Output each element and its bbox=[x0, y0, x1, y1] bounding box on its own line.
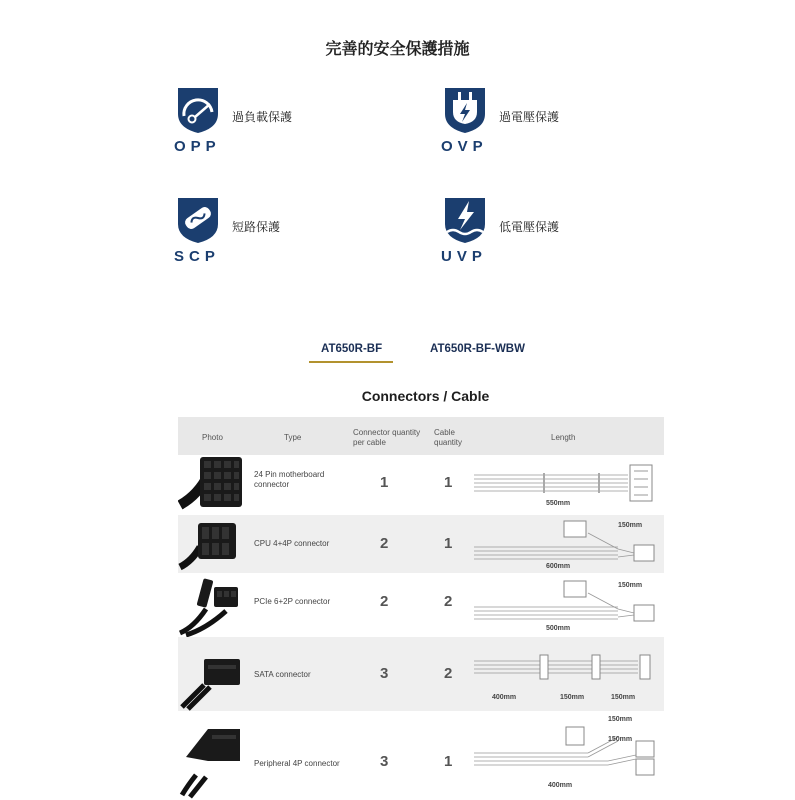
length-label: 500mm bbox=[546, 625, 571, 632]
active-tab-indicator bbox=[309, 361, 393, 363]
header-cable-qty-line2: quantity bbox=[434, 438, 463, 447]
plug-bolt-shield-icon bbox=[443, 86, 487, 134]
length-label: 150mm bbox=[618, 522, 643, 529]
cable-qty: 2 bbox=[444, 593, 453, 610]
protection-scp bbox=[176, 196, 396, 276]
protection-code: SCP bbox=[174, 248, 220, 265]
connector-type-line1: CPU 4+4P connector bbox=[254, 539, 330, 548]
header-connector-qty-line2: per cable bbox=[353, 438, 386, 447]
peripheral-connector-photo bbox=[178, 711, 248, 799]
cable-qty: 1 bbox=[444, 753, 453, 770]
section-title: Connectors / Cable bbox=[361, 388, 490, 404]
cable-qty: 1 bbox=[444, 474, 453, 491]
bolt-wave-shield-icon bbox=[443, 196, 487, 244]
page-title: 完善的安全保護措施 bbox=[325, 39, 470, 58]
protection-label: 短路保護 bbox=[232, 220, 281, 234]
connector-type-line1: PCIe 6+2P connector bbox=[254, 597, 331, 606]
connector-type-line1: SATA connector bbox=[254, 670, 311, 679]
header-connector-qty-line1: Connector quantity bbox=[353, 428, 421, 437]
header-cable-qty bbox=[434, 428, 462, 448]
connector-type bbox=[254, 759, 344, 769]
length-label: 150mm bbox=[618, 582, 643, 589]
connector-type-line1: Peripheral 4P connector bbox=[254, 759, 340, 768]
protection-ovp bbox=[443, 86, 663, 166]
connector-type bbox=[254, 539, 344, 549]
cpu-connector-photo bbox=[178, 515, 248, 573]
protection-opp bbox=[176, 86, 396, 166]
length-label: 150mm bbox=[608, 716, 633, 723]
protection-code: OVP bbox=[441, 138, 488, 155]
cable-diagram bbox=[468, 515, 664, 573]
connector-type bbox=[254, 470, 344, 490]
header-photo: Photo bbox=[202, 433, 223, 442]
tab-at650r-bf-wbw[interactable]: AT650R-BF-WBW bbox=[430, 343, 525, 355]
gauge-shield-icon bbox=[176, 86, 220, 134]
connector-type-line2: connector bbox=[254, 480, 290, 489]
protection-label: 低電壓保護 bbox=[499, 220, 560, 234]
connector-qty: 2 bbox=[380, 593, 389, 610]
protection-uvp bbox=[443, 196, 663, 276]
connector-type bbox=[254, 597, 344, 607]
cable-diagram bbox=[468, 711, 664, 799]
cable-diagram bbox=[468, 637, 664, 711]
header-type: Type bbox=[284, 433, 302, 442]
fuse-shield-icon bbox=[176, 196, 220, 244]
connector-qty: 2 bbox=[380, 535, 389, 552]
header-connector-qty bbox=[353, 428, 420, 448]
connectors-table bbox=[178, 417, 664, 799]
length-label: 400mm bbox=[492, 694, 517, 701]
cable-diagram bbox=[468, 573, 664, 637]
connector-qty: 3 bbox=[380, 753, 389, 770]
protection-code: OPP bbox=[174, 138, 221, 155]
table-row bbox=[178, 711, 664, 799]
pcie-connector-photo bbox=[178, 573, 248, 637]
table-row bbox=[178, 515, 664, 573]
cable-qty: 1 bbox=[444, 535, 453, 552]
table-row bbox=[178, 455, 664, 515]
length-label: 150mm bbox=[611, 694, 636, 701]
tab-at650r-bf[interactable]: AT650R-BF bbox=[321, 343, 383, 355]
length-label: 150mm bbox=[560, 694, 585, 701]
connector-type-line1: 24 Pin motherboard bbox=[254, 470, 325, 479]
model-tabs bbox=[0, 343, 795, 373]
length-label: 150mm bbox=[608, 736, 633, 743]
atx-24pin-photo bbox=[178, 455, 248, 515]
table-header bbox=[178, 417, 664, 455]
length-label: 550mm bbox=[546, 500, 571, 507]
cable-diagram bbox=[468, 455, 664, 515]
header-length: Length bbox=[551, 433, 576, 442]
length-label: 600mm bbox=[546, 563, 571, 570]
length-label: 400mm bbox=[548, 782, 573, 789]
table-row bbox=[178, 637, 664, 711]
header-cable-qty-line1: Cable bbox=[434, 428, 455, 437]
connector-qty: 3 bbox=[380, 665, 389, 682]
cable-qty: 2 bbox=[444, 665, 453, 682]
table-row bbox=[178, 573, 664, 637]
connector-qty: 1 bbox=[380, 474, 389, 491]
protection-label: 過電壓保護 bbox=[499, 110, 560, 124]
sata-connector-photo bbox=[178, 637, 248, 711]
protection-label: 過負載保護 bbox=[232, 110, 293, 124]
connector-type bbox=[254, 670, 344, 680]
protection-code: UVP bbox=[441, 248, 487, 265]
